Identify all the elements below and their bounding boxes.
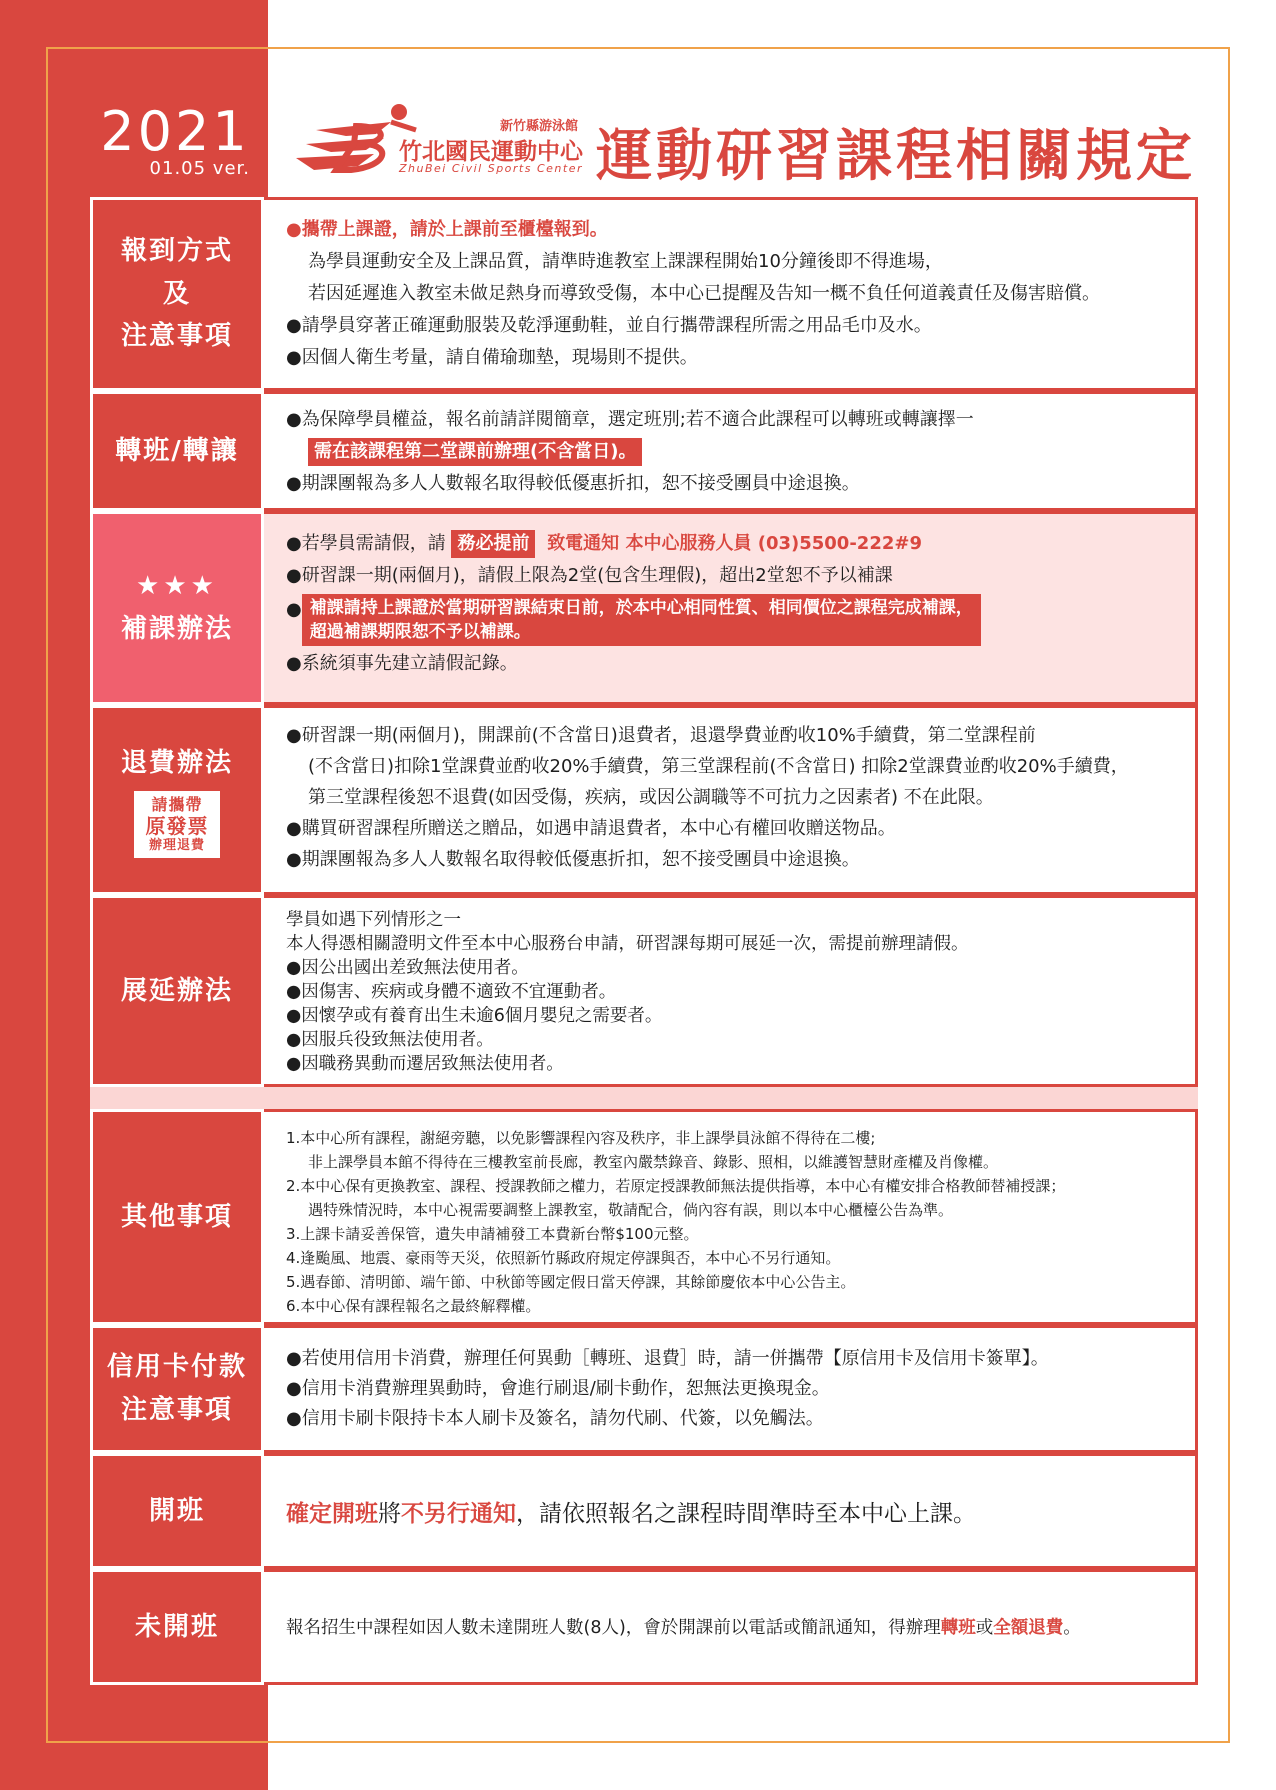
text-line: ●期課團報為多人人數報名取得較低優惠折扣，恕不接受團員中途退換。 — [286, 849, 860, 870]
section-transfer — [90, 391, 1198, 511]
text-line: ●因公出國出差致無法使用者。 — [286, 958, 529, 978]
label-line: 信用卡付款 — [106, 1352, 247, 1383]
phone-text: 致電通知 本中心服務人員 (03)5500-222#9 — [547, 533, 922, 554]
stars-icon: ★★★ — [136, 571, 218, 602]
section-checkin — [90, 197, 1198, 391]
section-other — [90, 1109, 1198, 1325]
text-line: 6.本中心保有課程報名之最終解釋權。 — [286, 1297, 541, 1315]
highlight-line: 補課請持上課證於當期研習課結束日前，於本中心相同性質、相同價位之課程完成補課， — [309, 598, 973, 618]
text-line: ●信用卡刷卡限持卡本人刷卡及簽名，請勿代刷、代簽，以免觸法。 — [286, 1408, 824, 1429]
section-content — [264, 1109, 1198, 1325]
text-segment: 報名招生中課程如因人數未達開班人數(8人)，會於開課前以電話或簡訊通知，得辦理 — [286, 1618, 941, 1638]
text-line: ●研習課一期(兩個月)，開課前(不含當日)退費者，退還學費並酌收10%手續費，第二堂課程前 — [286, 725, 1036, 746]
section-label: 開班 — [90, 1453, 264, 1569]
text-line: 為學員運動安全及上課品質，請準時進教室上課課程開始10分鐘後即不得進場， — [308, 251, 943, 272]
text-line: ●因職務異動而遷居致無法使用者。 — [286, 1054, 564, 1074]
label-line: 及 — [162, 278, 191, 309]
section-content — [264, 391, 1198, 511]
text-line: ●研習課一期(兩個月)，請假上限為2堂(包含生理假)，超出2堂恕不予以補課 — [286, 565, 893, 586]
section-label — [90, 1325, 264, 1453]
invoice-note-badge — [134, 791, 220, 858]
section-label: 未開班 — [90, 1569, 264, 1685]
text-segment: 或 — [975, 1618, 994, 1638]
section-label — [90, 511, 264, 705]
section-class-not-open — [90, 1569, 1198, 1685]
text-line: ●因服兵役致無法使用者。 — [286, 1030, 494, 1050]
section-content — [264, 1569, 1198, 1685]
highlight-line: 超過補課期限恕不予以補課。 — [309, 622, 531, 642]
text-segment: ●若學員需請假，請 — [286, 533, 446, 554]
highlight-text: 務必提前 — [451, 530, 535, 558]
text-line: ●系統須事先建立請假記錄。 — [286, 653, 518, 674]
text-line: ●若使用信用卡消費，辦理任何異動［轉班、退費］時，請一併攜帶【原信用卡及信用卡簽單】。 — [286, 1348, 1049, 1369]
label-line: 注意事項 — [120, 1395, 233, 1425]
text-line: ●因懷孕或有養育出生未逾6個月嬰兒之需要者。 — [286, 1006, 663, 1026]
text-line: 第三堂課程後恕不退費(如因受傷，疾病，或因公調職等不可抗力之因素者) 不在此限。 — [308, 787, 994, 808]
section-content — [264, 511, 1198, 705]
logo-name: 竹北國民運動中心 — [399, 139, 583, 165]
text-line: ●因傷害、疾病或身體不適致不宜運動者。 — [286, 982, 617, 1002]
text-line: 遇特殊情況時，本中心視需要調整上課教室，敬請配合，倘內容有誤，則以本中心櫃檯公告為準。 — [308, 1201, 954, 1219]
section-content — [264, 1453, 1198, 1569]
page-title: 運動研習課程相關規定 — [596, 124, 1196, 189]
section-label — [90, 197, 264, 391]
text-line: ●期課團報為多人人數報名取得較低優惠折扣，恕不接受團員中途退換。 — [286, 473, 860, 494]
highlight-text: 需在該課程第二堂課前辦理(不含當日)。 — [308, 438, 642, 466]
text-segment: 。 — [1063, 1618, 1081, 1638]
badge-line: 原發票 — [145, 814, 209, 839]
text-line: 4.逢颱風、地震、豪雨等天災，依照新竹縣政府規定停課與否，本中心不另行通知。 — [286, 1249, 841, 1267]
badge-line: 辦理退費 — [148, 838, 205, 854]
section-label — [90, 705, 264, 895]
section-content — [264, 197, 1198, 391]
text-line: 若因延遲進入教室未做足熱身而導致受傷，本中心已提醒及告知一概不負任何道義責任及傷害賠償。 — [308, 283, 1100, 304]
logo-english-name: ZhuBei Civil Sports Center — [399, 162, 583, 175]
label-line: 補課辦法 — [120, 614, 233, 644]
text-line: 2.本中心保有更換教室、課程、授課教師之權力，若原定授課教師無法提供指導，本中心有權安排合格教師替補授課； — [286, 1177, 1066, 1195]
text-line: 1.本中心所有課程，謝絕旁聽，以免影響課程內容及秩序，非上課學員泳館不得待在二樓; — [286, 1129, 876, 1147]
highlight-text: 全額退費 — [993, 1618, 1064, 1638]
label-line: 退費辦法 — [120, 748, 233, 779]
highlight-text: 確定開班 — [286, 1501, 378, 1527]
label-line: 注意事項 — [120, 321, 233, 352]
text-line: ●因個人衛生考量，請自備瑜珈墊，現場則不提供。 — [286, 347, 698, 368]
text-line: 學員如遇下列情形之一 — [286, 910, 461, 930]
text-line: ●攜帶上課證，請於上課前至櫃檯報到。 — [286, 219, 608, 240]
section-content — [264, 895, 1198, 1087]
badge-line: 請攜帶 — [151, 795, 203, 815]
highlight-text: 轉班 — [940, 1618, 976, 1638]
section-label: 其他事項 — [90, 1109, 264, 1325]
text-line: 3.上課卡請妥善保管，遺失申請補發工本費新台幣$100元整。 — [286, 1225, 699, 1243]
section-extension — [90, 895, 1198, 1087]
version: 01.05 ver. — [149, 158, 250, 179]
section-label: 轉班/轉讓 — [90, 391, 264, 511]
divider-band — [90, 1087, 1198, 1109]
section-makeup — [90, 511, 1198, 705]
text-line: 5.遇春節、清明節、端午節、中秋節等國定假日當天停課，其餘節慶依本中心公告主。 — [286, 1273, 856, 1291]
text-line: 本人得憑相關證明文件至本中心服務台申請，研習課每期可展延一次，需提前辦理請假。 — [286, 934, 969, 954]
text-line: (不含當日)扣除1堂課費並酌收20%手續費，第三堂課程前(不含當日) 扣除2堂課費並酌收20%手續費， — [308, 756, 1129, 777]
highlight-text: 不另行通知 — [401, 1501, 516, 1527]
logo-subtitle: 新竹縣游泳館 — [499, 119, 578, 134]
text-line: ●請學員穿著正確運動服裝及乾淨運動鞋，並自行攜帶課程所需之用品毛巾及水。 — [286, 315, 932, 336]
label-line: 報到方式 — [120, 235, 233, 266]
text-segment: 將 — [378, 1501, 401, 1527]
section-refund — [90, 705, 1198, 895]
year: 2021 — [100, 100, 250, 163]
text-line: ●購買研習課程所贈送之贈品，如遇申請退費者，本中心有權回收贈送物品。 — [286, 818, 896, 839]
text-line: ●為保障學員權益，報名前請詳閱簡章，選定班別;若不適合此課程可以轉班或轉讓擇一 — [286, 409, 974, 430]
bullet: ● — [286, 599, 302, 620]
text-segment: ，請依照報名之課程時間準時至本中心上課。 — [516, 1501, 976, 1527]
highlight-block — [302, 594, 981, 646]
section-content — [264, 1325, 1198, 1453]
section-class-open — [90, 1453, 1198, 1569]
section-label: 展延辦法 — [90, 895, 264, 1087]
section-content — [264, 705, 1198, 895]
section-credit-card — [90, 1325, 1198, 1453]
text-line: 非上課學員本館不得待在三樓教室前長廊，教室內嚴禁錄音、錄影、照相，以維護智慧財產權及肖像權。 — [308, 1153, 999, 1171]
text-line: ●信用卡消費辦理異動時，會進行刷退/刷卡動作，恕無法更換現金。 — [286, 1378, 830, 1399]
